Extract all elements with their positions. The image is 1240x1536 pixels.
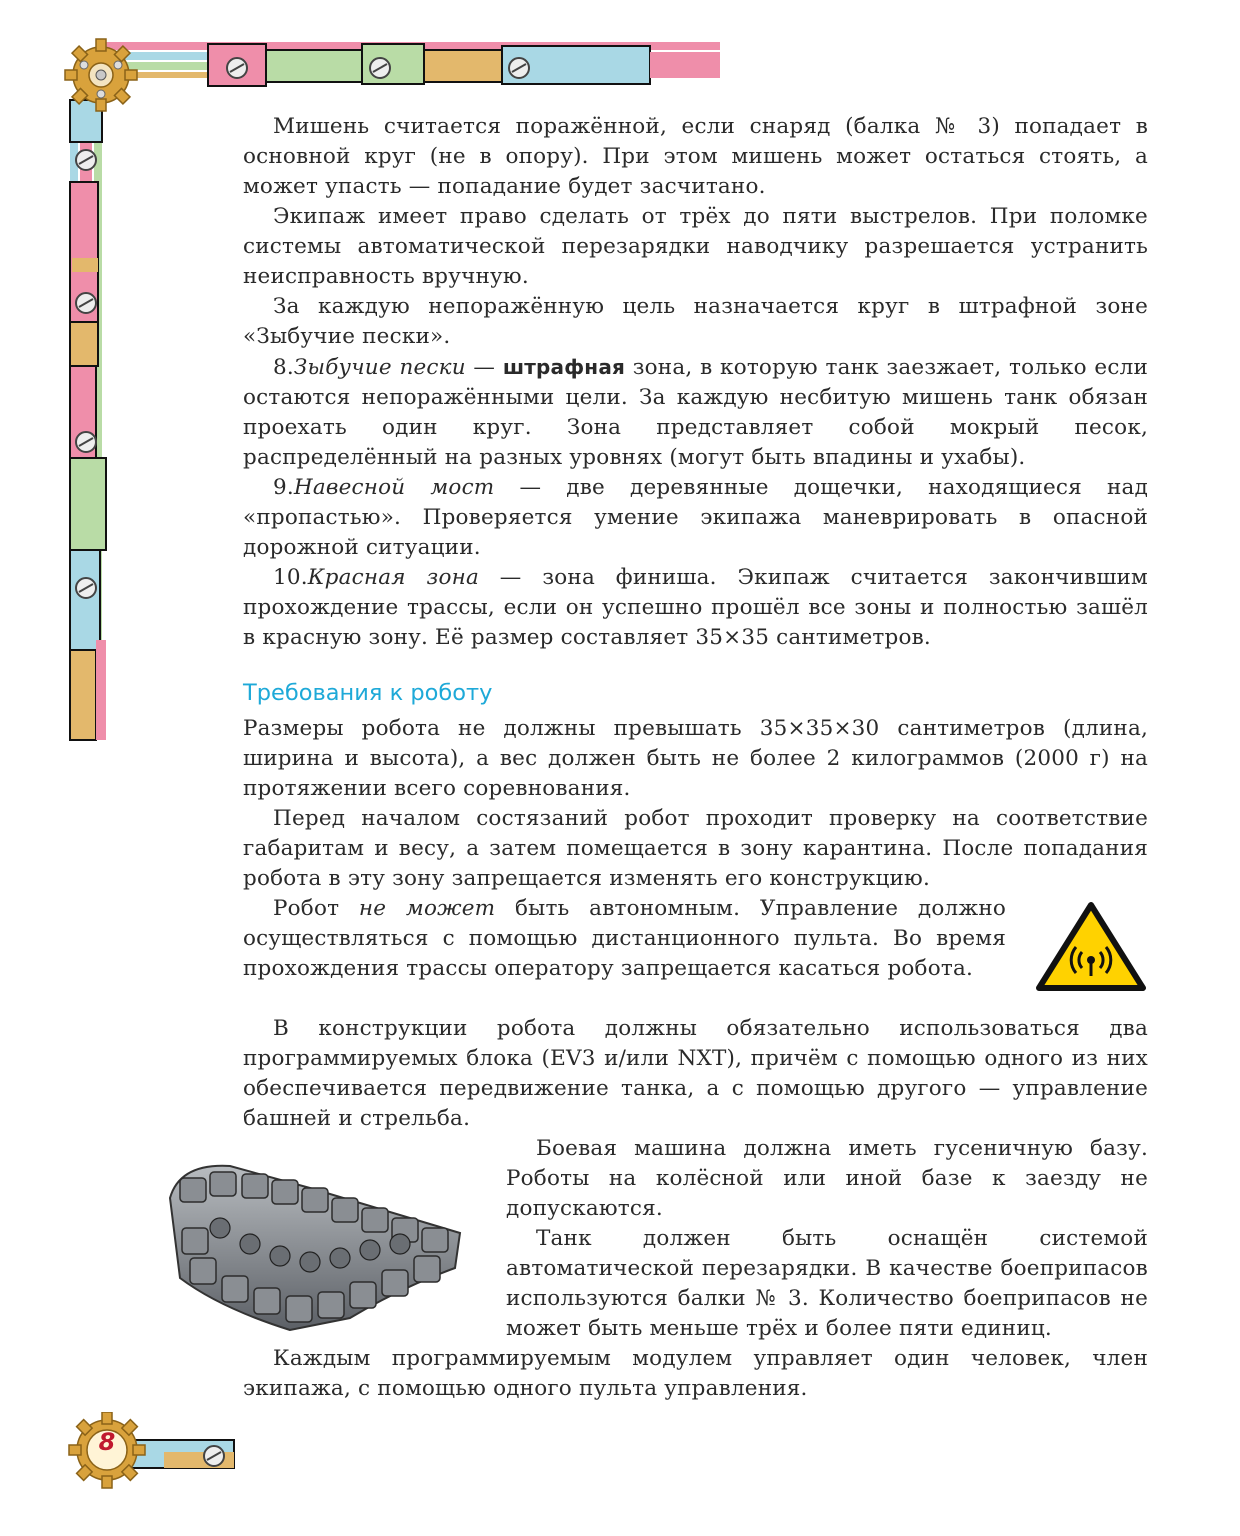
section-heading: Требования к роботу — [243, 680, 493, 706]
list-item-9: 9.Навесной мост — две деревянные дощечки, находящиеся над «пропастью». Проверяется умение экипажа маневрировать в опасной дорожной ситуации. — [243, 475, 1149, 560]
radio-warning-icon — [1035, 902, 1147, 992]
screw-icon — [509, 58, 529, 78]
main-text-top — [243, 112, 1148, 653]
paragraph-tracked-base: Боевая машина должна иметь гусеничную базу. Роботы на колёсной или иной базе к заезду не допускаются. — [506, 1136, 1148, 1221]
item-term: Зыбучие пески — [293, 355, 466, 380]
paragraph-penalty-circle: За каждую непоражённую цель назначается круг в штрафной зоне «Зыбучие пески». — [243, 294, 1148, 349]
item-number: 10. — [273, 565, 308, 590]
screw-icon — [76, 293, 96, 313]
list-item-8: 8.Зыбучие пески — штрафная зона, в которую танк заезжает, только если остаются непоражёнными цели. За каждую несбитую мишень танк обязан проехать один круг. Зона представляет собой мокрый песок, распределённый на разных уровнях (могут быть впадины и ухабы). — [243, 355, 1148, 470]
requirements-track-text — [506, 1134, 1148, 1344]
item-number: 9. — [273, 475, 294, 500]
screw-icon — [204, 1446, 224, 1466]
requirements-text — [243, 714, 1148, 894]
screw-icon — [76, 432, 96, 452]
item-bold-word: штрафная — [502, 355, 626, 379]
page-number: 8 — [98, 1428, 116, 1456]
requirements-remote-text — [243, 894, 1006, 984]
list-item-10: 10.Красная зона — зона финиша. Экипаж считается закончившим прохождение трассы, если он успешно прошёл все зоны и полностью зашёл в красную зону. Её размер составляет 35×35 сантиметров. — [243, 565, 1148, 650]
paragraph-dimensions: Размеры робота не должны превышать 35×35×30 сантиметров (длина, ширина и высота), а вес должен быть не более 2 килограммов (2000 г) на протяжении всего соревнования. — [243, 716, 1148, 801]
paragraph-programmable-blocks: В конструкции робота должны обязательно использоваться два программируемых блока (EV3 и/или NXT), причём с помощью одного из них обеспечивается передвижение танка, а с помощью другого — управление башней и стрельба. — [243, 1016, 1148, 1131]
item-term: Красная зона — [307, 565, 479, 590]
paragraph-remote-control: Робот не может быть автономным. Управление должно осуществляться с помощью дистанционного пульта. Во время прохождения трассы оператору запрещается касаться робота. — [243, 896, 1006, 981]
page-badge — [64, 1412, 264, 1502]
paragraph-crew-modules: Каждым программируемым модулем управляет один человек, член экипажа, с помощью одного пульта управления. — [243, 1346, 1148, 1401]
screw-icon — [227, 58, 247, 78]
paragraph-quarantine: Перед началом состязаний робот проходит проверку на соответствие габаритам и весу, а затем помещается в зону карантина. После попадания робота в эту зону запрещается изменять его конструкцию. — [243, 806, 1148, 891]
screw-icon — [370, 58, 390, 78]
requirements-crew-text — [243, 1344, 1148, 1404]
screw-icon — [76, 150, 96, 170]
item-number: 8. — [273, 355, 294, 380]
emphasis-text: не может — [358, 896, 496, 921]
paragraph-crew-shots: Экипаж имеет право сделать от трёх до пяти выстрелов. При поломке системы автоматической перезарядки наводчику разрешается устранить неисправность вручную. — [243, 204, 1148, 289]
screw-icon — [76, 578, 96, 598]
paragraph-target-hit: Мишень считается поражённой, если снаряд (балка № 3) попадает в основной круг (не в опору). При этом мишень может остаться стоять, а может упасть — попадание будет засчитано. — [243, 114, 1148, 199]
gear-icon — [65, 39, 137, 111]
item-term: Навесной мост — [293, 475, 495, 500]
requirements-blocks-text — [243, 1014, 1148, 1134]
caterpillar-track-image — [160, 1158, 465, 1338]
paragraph-autoreload: Танк должен быть оснащён системой автоматической перезарядки. В качестве боеприпасов используются балки № 3. Количество боеприпасов не может быть меньше трёх и более пяти единиц. — [506, 1226, 1148, 1341]
